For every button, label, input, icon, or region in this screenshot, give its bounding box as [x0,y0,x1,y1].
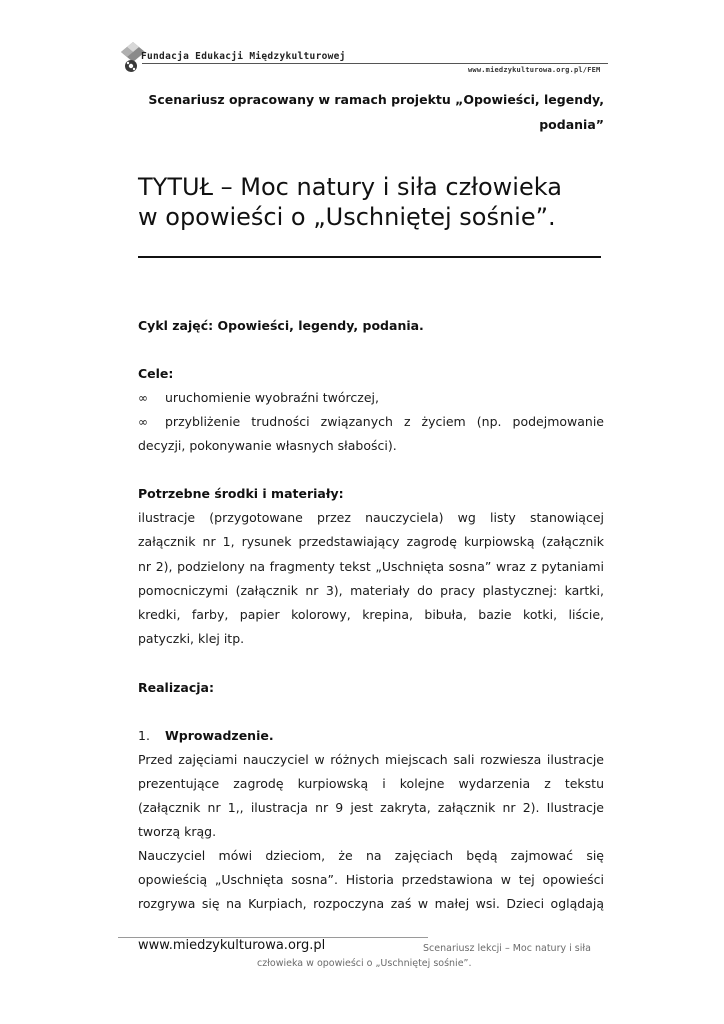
materials-line: nr 2), podzielony na fragmenty tekst „Uschnięta sosna” wraz z pytaniami [138,559,604,574]
paragraph-line: opowieścią „Uschnięta sosna”. Historia przedstawiona w tej opowieści [138,872,604,887]
materials-line: kredki, farby, papier kolorowy, krepina, bibuła, bazie kotki, liście, [138,607,604,622]
paragraph-line: rozgrywa się na Kurpiach, rozpoczyna zaś w małej wsi. Dzieci oglądają [138,896,604,911]
bullet-icon: ∞ [138,415,148,429]
realization-heading: Realizacja: [138,680,214,695]
paragraph-line: Przed zajęciami nauczyciel w różnych miejscach sali rozwiesza ilustracje [138,752,604,767]
materials-heading: Potrzebne środki i materiały: [138,486,344,501]
goal-item-2-line-1: przybliżenie trudności związanych z życiem (np. podejmowanie [165,414,604,429]
section-title: Wprowadzenie. [165,728,274,743]
goal-item-1: uruchomienie wyobraźni twórczej, [165,390,379,405]
section-number: 1. [138,728,150,743]
bullet-icon: ∞ [138,391,148,405]
paragraph-line-text: Nauczyciel mówi dzieciom, że na zajęciach będą zajmować się [138,848,604,863]
footer-note-line-2: człowieka w opowieści o „Uschniętej sośnie”. [257,958,472,969]
organization-name: Fundacja Edukacji Międzykulturowej [141,51,346,62]
footer-url: www.miedzykulturowa.org.pl [138,938,326,953]
materials-line: załącznik nr 1, rysunek przedstawiający zagrodę kurpiowską (załącznik [138,534,604,549]
paragraph-line: prezentujące zagrodę kurpiowską i kolejne wydarzenia z tekstu [138,776,604,791]
goal-item-2-line-2: decyzji, pokonywanie własnych słabości). [138,438,397,453]
materials-line: pomocniczymi (załącznik nr 3), materiały do pracy plastycznej: kartki, [138,583,604,598]
header-url: www.miedzykulturowa.org.pl/FEM [468,66,601,74]
footer-note-line-1: Scenariusz lekcji – Moc natury i siła [423,943,591,954]
goals-heading: Cele: [138,366,174,381]
paragraph-line: (załącznik nr 1,, ilustracja nr 9 jest zakryta, załącznik nr 2). Ilustracje [138,800,604,815]
paragraph-line [138,848,604,866]
title-divider [138,256,601,258]
paragraph-line: tworzą krąg. [138,824,217,839]
header-divider [142,63,608,64]
scenario-note-line-1: Scenariusz opracowany w ramach projektu „Opowieści, legendy, [148,92,604,107]
document-title-line-2: w opowieści o „Uschniętej sośnie”. [138,203,556,231]
materials-line: patyczki, klej itp. [138,631,245,646]
document-title-line-1: TYTUŁ – Moc natury i siła człowieka [138,173,562,201]
cycle-heading: Cykl zajęć: Opowieści, legendy, podania. [138,318,424,333]
scenario-note-line-2: podania” [539,117,604,132]
materials-line: ilustracje (przygotowane przez nauczyciela) wg listy stanowiącej [138,510,604,525]
